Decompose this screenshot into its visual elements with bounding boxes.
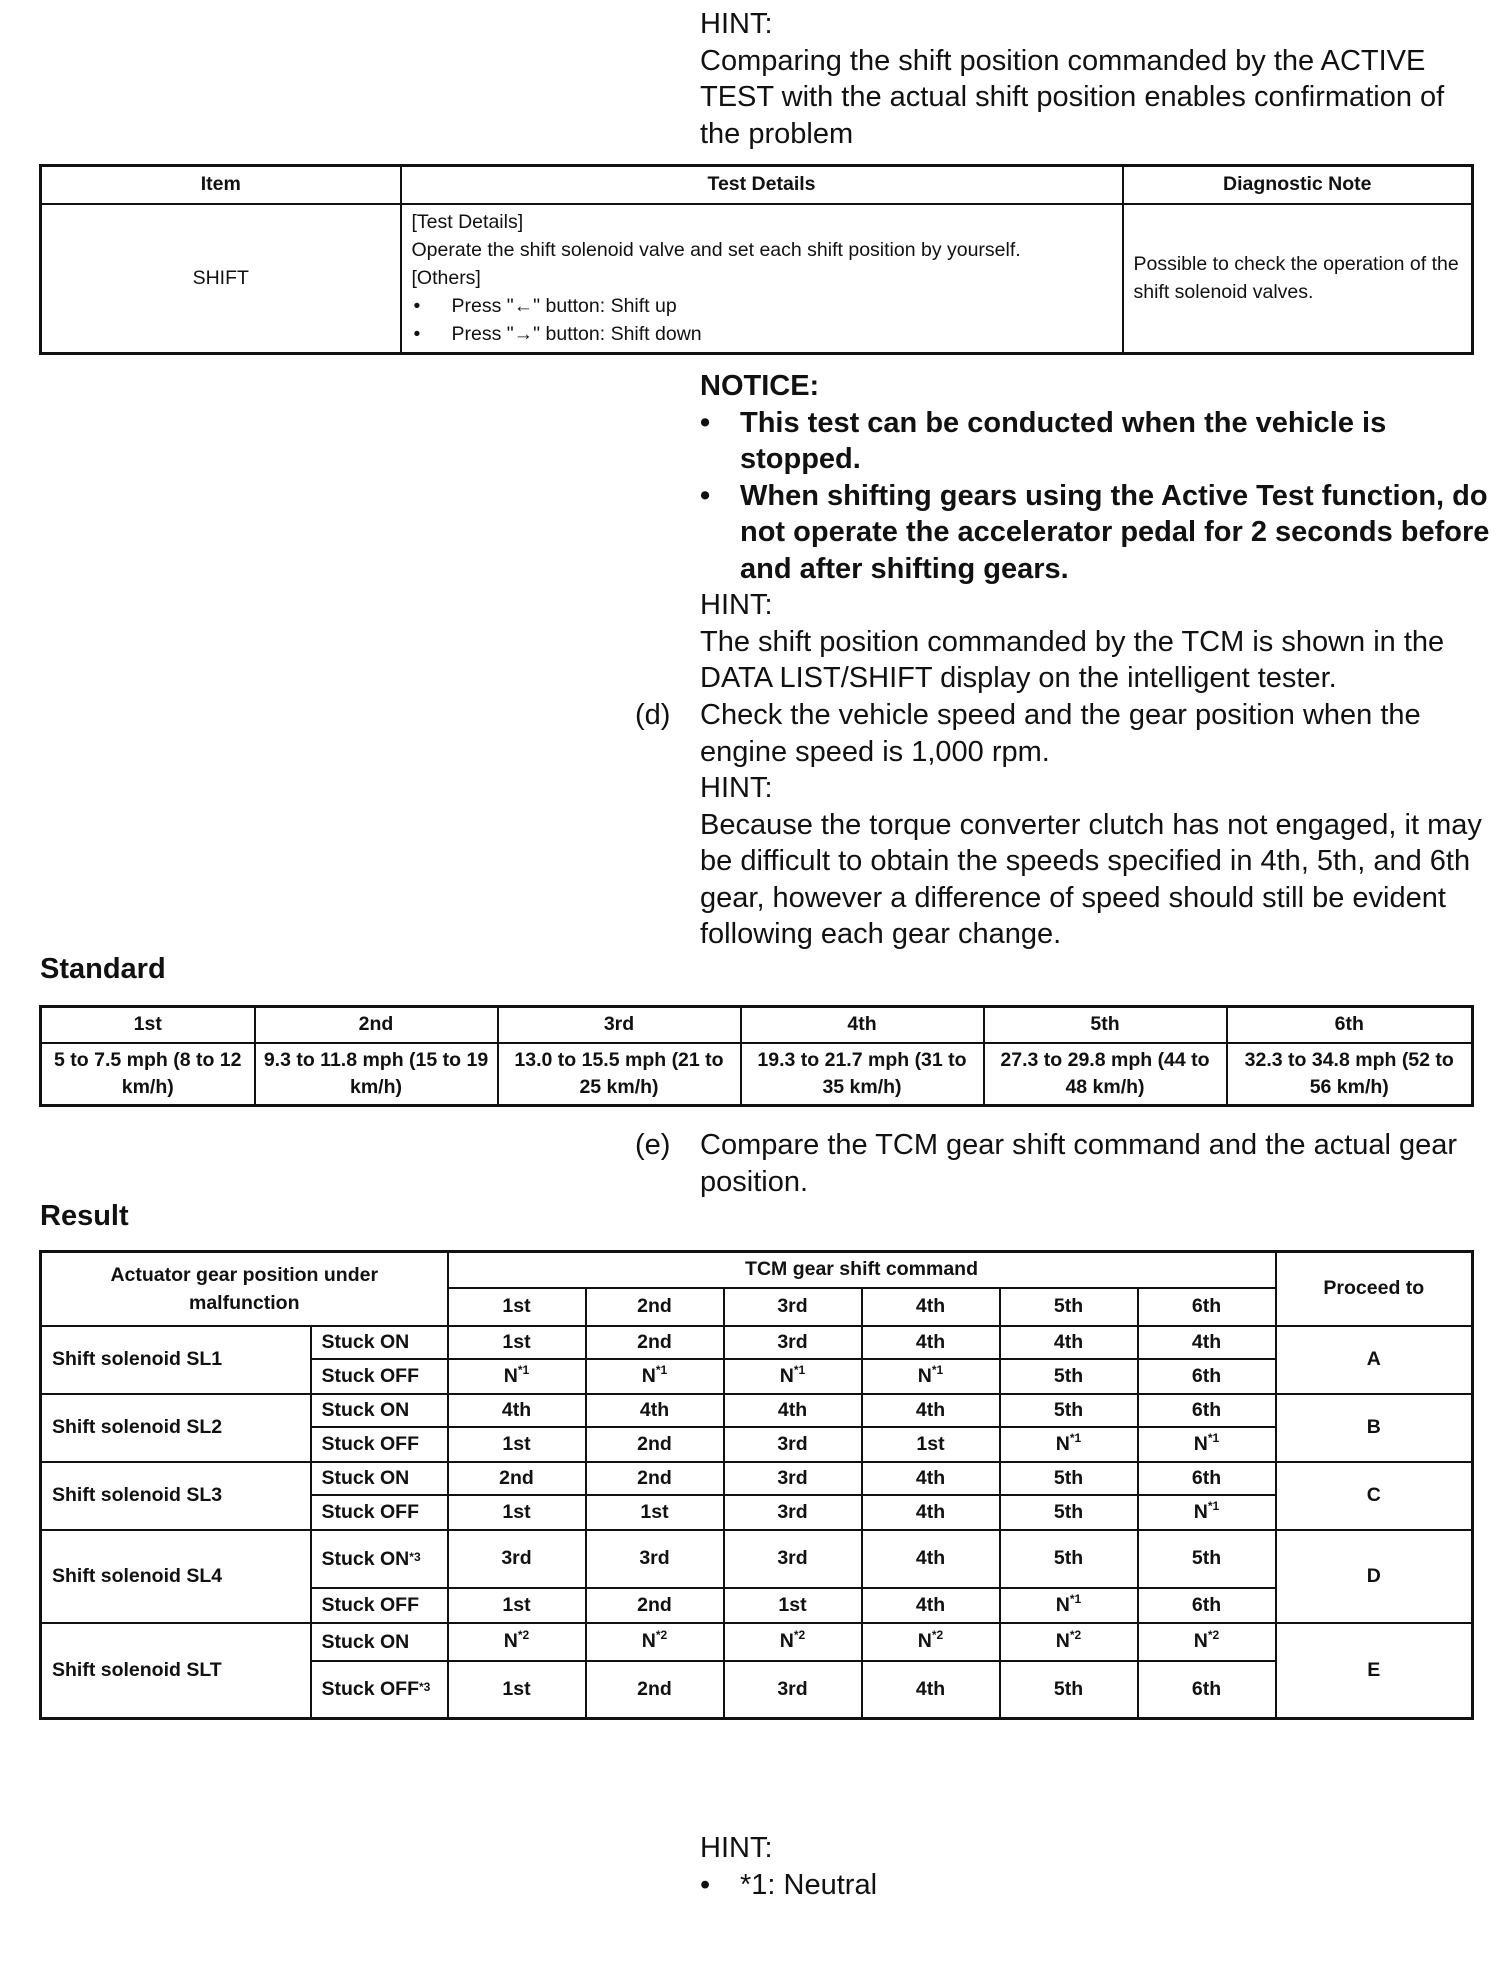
diagnostic-note-cell: Possible to check the operation of the shift solenoid valves.: [1123, 204, 1473, 354]
bullet-shift-up: • Press "←" button: Shift up: [412, 292, 1112, 320]
gear-cell: 6th: [1138, 1462, 1276, 1495]
others-title: [Others]: [411, 267, 481, 290]
table-row: [41, 1326, 1473, 1359]
proceed-cell: A: [1276, 1326, 1473, 1394]
gear-cell: 5th: [1000, 1530, 1138, 1588]
footnote-mark: *1: [931, 1362, 944, 1377]
gear-cell: 1st: [862, 1427, 1000, 1462]
gear-cell: 4th: [586, 1394, 724, 1427]
gear-cell: 5th: [1000, 1661, 1138, 1719]
standard-label: Standard: [40, 953, 166, 985]
footnote-mark: *3: [409, 1549, 421, 1564]
solenoid-cell: Shift solenoid SLT: [41, 1623, 311, 1719]
header-diagnostic-note: Diagnostic Note: [1123, 166, 1473, 204]
gear-cell: 6th: [1138, 1359, 1276, 1394]
gear-cell: $N^{*2}$: [448, 1623, 586, 1661]
result-label: Result: [40, 1200, 129, 1232]
gear-cell: $N^{*1}$: [1000, 1588, 1138, 1623]
gear-cell: 3rd: [724, 1462, 862, 1495]
header-item: Item: [41, 166, 401, 204]
standard-header-cell: 6th: [1227, 1007, 1473, 1043]
standard-header-cell: 1st: [41, 1007, 255, 1043]
gear-cell: $N^{*1}$: [724, 1359, 862, 1394]
gear-header-cell: 1st: [448, 1288, 586, 1326]
standard-value-cell: 19.3 to 21.7 mph (31 to 35 km/h): [741, 1043, 984, 1106]
footnote-mark: *2: [1207, 1628, 1220, 1642]
proceed-cell: C: [1276, 1462, 1473, 1530]
gear-cell: 1st: [448, 1661, 586, 1719]
gear-cell: 4th: [448, 1394, 586, 1427]
standard-table: [39, 1005, 1474, 1107]
hint-block-1: [700, 6, 1490, 152]
result-table: [39, 1250, 1474, 1720]
hint-text: Comparing the shift position commanded by the ACTIVE TEST with the actual shift position enables confirmation of the problem: [700, 44, 1445, 150]
gear-cell: $N^{*1}$: [862, 1359, 1000, 1394]
gear-cell: 4th: [1000, 1326, 1138, 1359]
header-test-details: Test Details: [401, 166, 1123, 204]
hint-block-3: [700, 1830, 1490, 1903]
notice-item-1: • This test can be conducted when the vehicle is stopped.: [700, 406, 1387, 475]
gear-cell: 6th: [1138, 1394, 1276, 1427]
gear-cell: 2nd: [586, 1661, 724, 1719]
gear-header-cell: 3rd: [724, 1288, 862, 1326]
test-details-cell: [401, 204, 1123, 354]
state-cell: Stuck OFF: [311, 1427, 448, 1462]
gear-header-cell: 4th: [862, 1288, 1000, 1326]
gear-cell: 4th: [862, 1462, 1000, 1495]
standard-header-cell: 4th: [741, 1007, 984, 1043]
standard-value-cell: 5 to 7.5 mph (8 to 12 km/h): [41, 1043, 255, 1106]
state-cell: Stuck ON: [311, 1394, 448, 1427]
bullet-icon: •: [700, 1868, 711, 1901]
proceed-cell: D: [1276, 1530, 1473, 1623]
gear-cell: 2nd: [586, 1326, 724, 1359]
gear-cell: 5th: [1138, 1530, 1276, 1588]
header-actuator: Actuator gear position under malfunction: [41, 1252, 448, 1326]
footnote-mark: *1: [1069, 1591, 1082, 1606]
gear-cell: 4th: [862, 1326, 1000, 1359]
standard-header-cell: 5th: [984, 1007, 1227, 1043]
footnote-mark: *2: [793, 1628, 806, 1642]
gear-cell: 5th: [1000, 1359, 1138, 1394]
gear-header-cell: 5th: [1000, 1288, 1138, 1326]
table-row: [41, 1623, 1473, 1661]
gear-cell: 3rd: [724, 1495, 862, 1530]
item-cell: SHIFT: [41, 204, 401, 354]
hint-text: The shift position commanded by the TCM is shown in the DATA LIST/SHIFT display on the intelligent tester.: [700, 625, 1445, 694]
gear-cell: $N^{*1}$: [586, 1359, 724, 1394]
gear-cell: $N^{*2}$: [862, 1623, 1000, 1661]
gear-cell: 5th: [1000, 1495, 1138, 1530]
state-cell: Stuck OFF$^{*3}$: [311, 1661, 448, 1719]
standard-value-cell: 27.3 to 29.8 mph (44 to 48 km/h): [984, 1043, 1227, 1106]
gear-cell: $N^{*2}$: [724, 1623, 862, 1661]
step-e-text: Compare the TCM gear shift command and the actual gear position.: [700, 1129, 1458, 1198]
gear-cell: 3rd: [448, 1530, 586, 1588]
footnote-mark: *1: [1207, 1430, 1220, 1445]
gear-cell: 2nd: [448, 1462, 586, 1495]
hint-item: • *1: Neutral: [700, 1867, 1490, 1904]
notice-label: NOTICE:: [700, 370, 820, 402]
hint-label: HINT:: [700, 772, 773, 804]
gear-cell: $N^{*1}$: [448, 1359, 586, 1394]
notice-block: [700, 368, 1490, 697]
standard-header-cell: 2nd: [255, 1007, 498, 1043]
solenoid-cell: Shift solenoid SL2: [41, 1394, 311, 1462]
gear-cell: 5th: [1000, 1394, 1138, 1427]
details-title: [Test Details]: [411, 211, 524, 234]
step-d-text: Check the vehicle speed and the gear position when the engine speed is 1,000 rpm.: [700, 699, 1421, 768]
solenoid-cell: Shift solenoid SL3: [41, 1462, 311, 1530]
proceed-cell: E: [1276, 1623, 1473, 1719]
gear-cell: 4th: [862, 1661, 1000, 1719]
gear-cell: 4th: [862, 1394, 1000, 1427]
details-text: Operate the shift solenoid valve and set each shift position by yourself.: [411, 239, 1021, 262]
footnote-mark: *2: [517, 1628, 530, 1642]
details-bullets: [412, 292, 1112, 348]
gear-cell: 3rd: [586, 1530, 724, 1588]
bullet-shift-down: • Press "→" button: Shift down: [412, 320, 1112, 348]
gear-cell: 4th: [724, 1394, 862, 1427]
step-d-marker: (d): [635, 699, 671, 731]
footnote-mark: *1: [1207, 1498, 1220, 1513]
state-cell: Stuck OFF: [311, 1495, 448, 1530]
gear-cell: $N^{*1}$: [1000, 1427, 1138, 1462]
table-row: [41, 1462, 1473, 1495]
gear-cell: 4th: [862, 1530, 1000, 1588]
gear-cell: 4th: [1138, 1326, 1276, 1359]
notice-item-2: • When shifting gears using the Active Test function, do not operate the accelerator pedal for 2 seconds before and after shifting gears.: [700, 479, 1490, 585]
gear-cell: $N^{*1}$: [1138, 1495, 1276, 1530]
gear-cell: 1st: [448, 1495, 586, 1530]
state-cell: Stuck ON: [311, 1623, 448, 1661]
step-e-marker: (e): [635, 1129, 671, 1161]
gear-cell: $N^{*2}$: [586, 1623, 724, 1661]
footnote-mark: *3: [419, 1680, 431, 1695]
state-cell: Stuck OFF: [311, 1359, 448, 1394]
footnote-mark: *1: [655, 1362, 668, 1377]
solenoid-cell: Shift solenoid SL4: [41, 1530, 311, 1623]
gear-header-cell: 2nd: [586, 1288, 724, 1326]
state-cell: Stuck ON: [311, 1326, 448, 1359]
gear-cell: 1st: [448, 1588, 586, 1623]
footnote-mark: *1: [793, 1362, 806, 1377]
gear-cell: $N^{*1}$: [1138, 1427, 1276, 1462]
footnote-mark: *2: [931, 1628, 944, 1642]
header-proceed: Proceed to: [1276, 1252, 1473, 1326]
gear-cell: $N^{*2}$: [1000, 1623, 1138, 1661]
gear-cell: 2nd: [586, 1462, 724, 1495]
bullet-icon: •: [700, 406, 711, 439]
gear-cell: 1st: [448, 1326, 586, 1359]
hint-text: Because the torque converter clutch has not engaged, it may be difficult to obtain the speeds specified in 4th, 5th, and 6th gear, however a difference of speed should still be evident following each gear change.: [700, 808, 1482, 950]
table-row: [41, 1394, 1473, 1427]
proceed-cell: B: [1276, 1394, 1473, 1462]
state-cell: Stuck ON: [311, 1462, 448, 1495]
gear-cell: 6th: [1138, 1661, 1276, 1719]
hint-label: HINT:: [700, 1832, 773, 1864]
active-test-table: [39, 164, 1474, 355]
result-body: [41, 1326, 1473, 1719]
gear-cell: $N^{*2}$: [1138, 1623, 1276, 1661]
gear-header-cell: 6th: [1138, 1288, 1276, 1326]
gear-cell: 3rd: [724, 1530, 862, 1588]
standard-header-cell: 3rd: [498, 1007, 741, 1043]
gear-cell: 1st: [724, 1588, 862, 1623]
footnote-mark: *2: [655, 1628, 668, 1642]
gear-cell: 2nd: [586, 1427, 724, 1462]
gear-cell: 3rd: [724, 1427, 862, 1462]
standard-value-cell: 13.0 to 15.5 mph (21 to 25 km/h): [498, 1043, 741, 1106]
standard-value-cell: 32.3 to 34.8 mph (52 to 56 km/h): [1227, 1043, 1473, 1106]
step-d-block: [700, 697, 1490, 953]
gear-cell: 3rd: [724, 1661, 862, 1719]
gear-cell: 1st: [586, 1495, 724, 1530]
header-tcm-command: TCM gear shift command: [448, 1252, 1276, 1288]
gear-cell: 1st: [448, 1427, 586, 1462]
solenoid-cell: Shift solenoid SL1: [41, 1326, 311, 1394]
gear-cell: 4th: [862, 1588, 1000, 1623]
footnote-mark: *1: [1069, 1430, 1082, 1445]
state-cell: Stuck ON$^{*3}$: [311, 1530, 448, 1588]
table-row: [41, 1530, 1473, 1588]
footnote-mark: *1: [517, 1362, 530, 1377]
gear-cell: 3rd: [724, 1326, 862, 1359]
bullet-icon: •: [700, 479, 711, 512]
gear-cell: 5th: [1000, 1462, 1138, 1495]
hint-label: HINT:: [700, 589, 773, 621]
gear-cell: 4th: [862, 1495, 1000, 1530]
footnote-mark: *2: [1069, 1628, 1082, 1642]
state-cell: Stuck OFF: [311, 1588, 448, 1623]
standard-value-cell: 9.3 to 11.8 mph (15 to 19 km/h): [255, 1043, 498, 1106]
step-e-block: [700, 1127, 1490, 1200]
hint-label: HINT:: [700, 8, 773, 40]
gear-cell: 2nd: [586, 1588, 724, 1623]
gear-cell: 6th: [1138, 1588, 1276, 1623]
